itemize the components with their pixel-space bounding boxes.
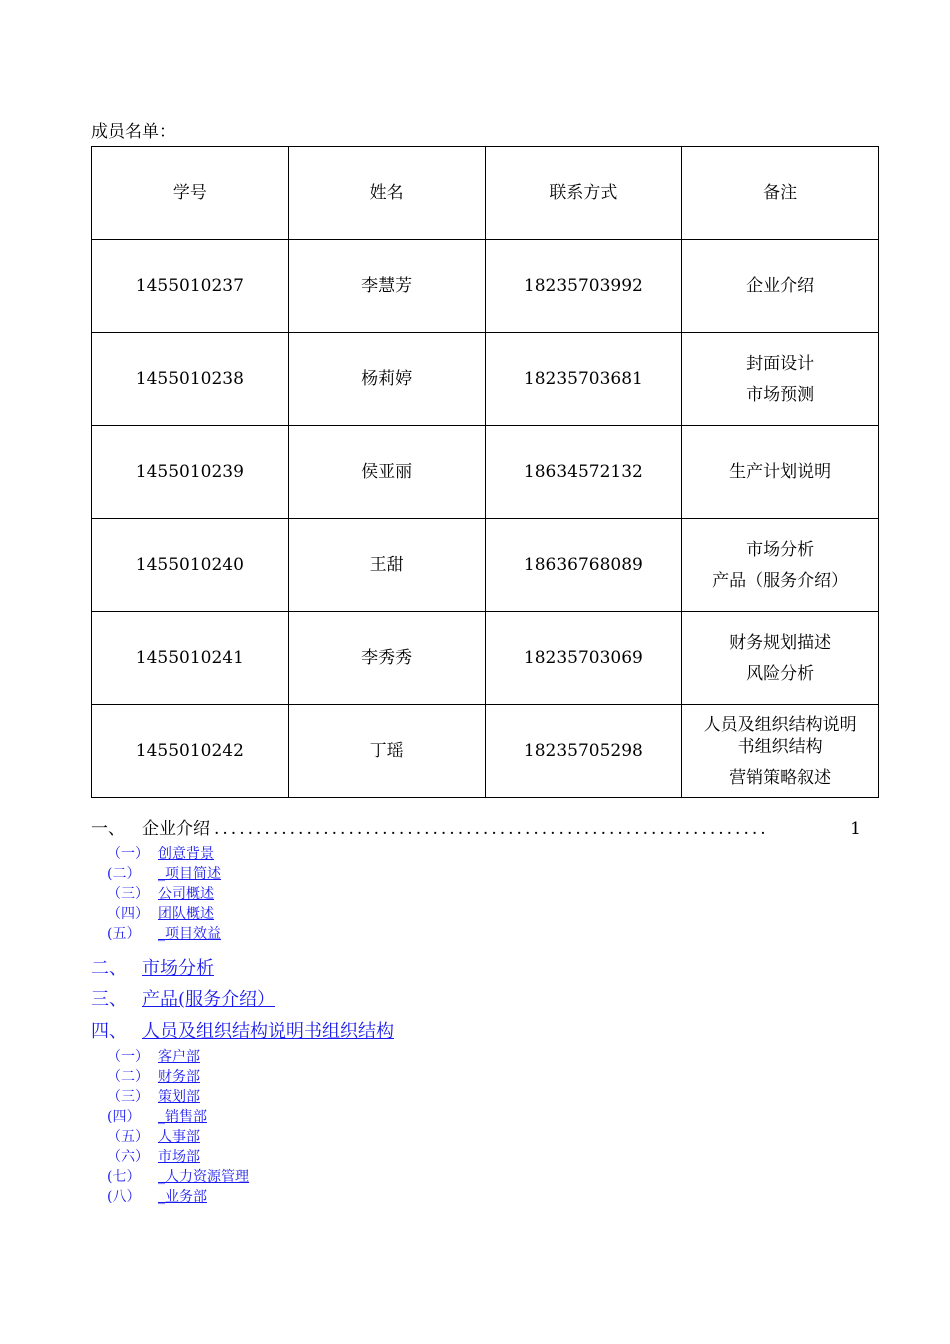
toc-subentry-link[interactable]: [107, 1047, 200, 1067]
note-cell: [682, 705, 879, 798]
note-cell: [682, 612, 879, 705]
toc-entry-4-link[interactable]: [91, 1017, 394, 1043]
toc-leader-dots: ..................................................................: [214, 819, 769, 839]
phone-cell: 18634572132: [485, 426, 682, 519]
header-notes: 备注: [682, 147, 879, 240]
toc-sub-label: _项目简述: [158, 866, 221, 882]
note-cell: [682, 240, 879, 333]
toc-sub-label: 财务部: [158, 1069, 200, 1085]
note-line: 书组织结构: [737, 736, 823, 757]
toc-sub-label: 团队概述: [158, 906, 214, 922]
toc-sub-number: （三）: [107, 1089, 149, 1105]
toc-entry-3-link[interactable]: [91, 985, 275, 1011]
toc-subentry-link[interactable]: [107, 904, 214, 924]
toc-sub-label: 公司概述: [158, 886, 214, 902]
phone-cell: 18235703992: [485, 240, 682, 333]
toc-subentry-link[interactable]: [107, 884, 214, 904]
note-cell: [682, 333, 879, 426]
student-id-cell: 1455010237: [92, 240, 289, 333]
toc-subentry-link[interactable]: [107, 1087, 200, 1107]
toc-subentry-link[interactable]: [107, 844, 214, 864]
student-id-cell: 1455010239: [92, 426, 289, 519]
toc-sub-number: (二）: [107, 866, 141, 882]
name-cell: 侯亚丽: [288, 426, 485, 519]
note-cell: [682, 519, 879, 612]
toc-sub-number: (八）: [107, 1189, 141, 1205]
note-line: 企业介绍: [746, 276, 815, 296]
toc-subentry-link[interactable]: [107, 1167, 249, 1187]
note-line: 市场分析: [746, 539, 815, 560]
toc-label: 产品(服务介绍）: [142, 989, 276, 1010]
toc-number: 三、: [91, 989, 127, 1010]
note-line: 产品（服务介绍）: [712, 570, 849, 591]
toc-number: 二、: [91, 958, 127, 979]
name-cell: 李慧芳: [288, 240, 485, 333]
toc-sub-label: 人事部: [158, 1129, 200, 1145]
note-line: 营销策略叙述: [729, 767, 832, 788]
header-name: 姓名: [288, 147, 485, 240]
note-line: 人员及组织结构说明: [703, 714, 857, 735]
toc-sub-number: （一）: [107, 1049, 149, 1065]
table-row: [92, 612, 879, 705]
name-cell: 王甜: [288, 519, 485, 612]
toc-sub-label: 市场部: [158, 1149, 200, 1165]
table-row: [92, 333, 879, 426]
note-line: 财务规划描述: [729, 632, 832, 653]
table-row: [92, 240, 879, 333]
toc-sub-number: （一）: [107, 846, 149, 862]
toc-sub-number: (五）: [107, 926, 141, 942]
table-row: [92, 519, 879, 612]
table-row: [92, 705, 879, 798]
toc-sub-label: 客户部: [158, 1049, 200, 1065]
toc-sub-number: （六）: [107, 1149, 149, 1165]
toc-subentry-link[interactable]: [107, 864, 221, 884]
toc-sub-number: （四）: [107, 906, 149, 922]
student-id-cell: 1455010240: [92, 519, 289, 612]
toc-subentry-link[interactable]: [107, 1127, 200, 1147]
toc-sub-label: _人力资源管理: [158, 1169, 249, 1185]
phone-cell: 18235703069: [485, 612, 682, 705]
toc-subentry-link[interactable]: [107, 1147, 200, 1167]
note-cell: [682, 426, 879, 519]
toc-number: 四、: [91, 1021, 127, 1042]
note-line: 生产计划说明: [729, 462, 832, 482]
phone-cell: 18235705298: [485, 705, 682, 798]
student-id-cell: 1455010238: [92, 333, 289, 426]
member-table: [91, 146, 879, 798]
student-id-cell: 1455010242: [92, 705, 289, 798]
toc-subentry-link[interactable]: [107, 924, 221, 944]
toc-page-number: 1: [850, 819, 861, 839]
toc-number: 一、: [91, 819, 125, 839]
member-list-title: 成员名单：: [91, 122, 176, 142]
toc-entry-2-link[interactable]: [91, 954, 214, 980]
phone-cell: 18235703681: [485, 333, 682, 426]
toc-sub-number: (四）: [107, 1109, 141, 1125]
note-line: 市场预测: [746, 384, 815, 405]
student-id-cell: 1455010241: [92, 612, 289, 705]
toc-entry-1[interactable]: [91, 814, 861, 839]
toc-sub-number: （三）: [107, 886, 149, 902]
name-cell: 李秀秀: [288, 612, 485, 705]
toc-sub-label: _项目效益: [158, 926, 221, 942]
toc-subentry-link[interactable]: [107, 1107, 207, 1127]
phone-cell: 18636768089: [485, 519, 682, 612]
toc-sub-number: （二）: [107, 1069, 149, 1085]
toc-sub-number: （五）: [107, 1129, 149, 1145]
table-row: [92, 426, 879, 519]
toc-label: 人员及组织结构说明书组织结构: [142, 1021, 394, 1042]
toc-sub-label: 创意背景: [158, 846, 214, 862]
name-cell: 丁瑶: [288, 705, 485, 798]
header-contact: 联系方式: [485, 147, 682, 240]
note-line: 封面设计: [746, 353, 815, 374]
toc-label: 企业介绍: [142, 819, 210, 839]
note-line: 风险分析: [746, 663, 815, 684]
toc-sub-label: 策划部: [158, 1089, 200, 1105]
toc-subentry-link[interactable]: [107, 1187, 207, 1207]
header-student-id: 学号: [92, 147, 289, 240]
toc-label: 市场分析: [142, 958, 214, 979]
toc-sub-label: _销售部: [158, 1109, 207, 1125]
name-cell: 杨莉婷: [288, 333, 485, 426]
toc-subentry-link[interactable]: [107, 1067, 200, 1087]
toc-sub-label: _业务部: [158, 1189, 207, 1205]
table-header-row: [92, 147, 879, 240]
toc-sub-number: (七）: [107, 1169, 141, 1185]
